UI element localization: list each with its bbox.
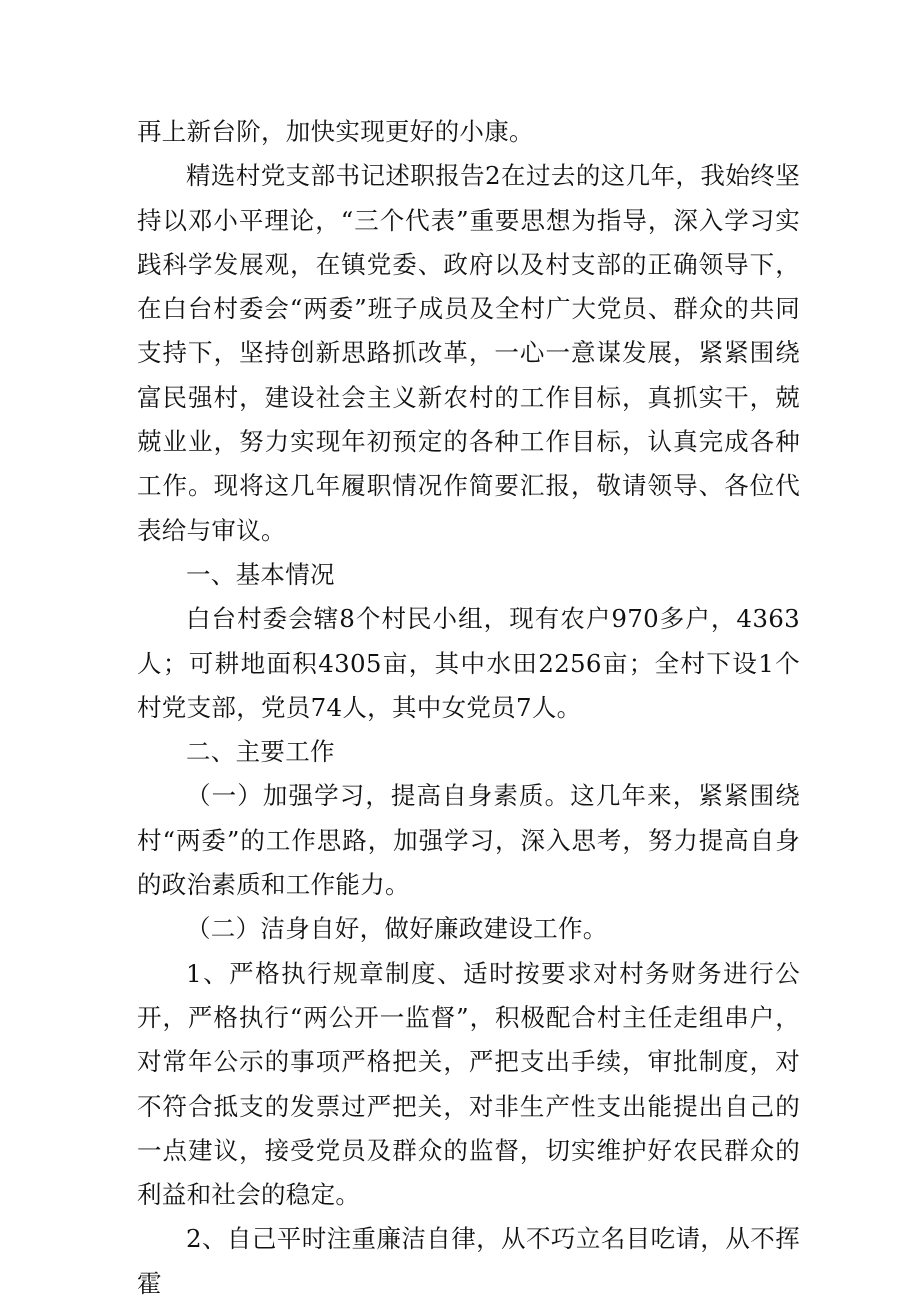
paragraph-study: （一）加强学习，提高自身素质。这几年来，紧紧围绕村“两委”的工作思路，加强学习，深入思考，努力提高自身的政治素质和工作能力。 xyxy=(137,781,800,900)
section-heading-main-work: 二、主要工作 xyxy=(186,737,335,767)
paragraph-continuation: 再上新台阶，加快实现更好的小康。 xyxy=(137,117,534,146)
paragraph-report-intro: 精选村党支部书记述职报告2在过去的这几年，我始终坚持以邓小平理论，“三个代表”重要思想为指导，深入学习实践科学发展观，在镇党委、政府以及村支部的正确领导下，在白台村委会“两委”班子成员及全村广大党员、群众的共同支持下，坚持创新思路抓改革，一心一意谋发展，紧紧围绕富民强村，建设社会主义新农村的工作目标，真抓实干，兢兢业业，努力实现年初预定的各种工作目标，认真完成各种工作。现将这几年履职情况作简要汇报，敬请领导、各位代表给与审议。 xyxy=(137,161,800,545)
paragraph-basic-situation: 白台村委会辖8个村民小组，现有农户970多户，4363人；可耕地面积4305亩，其中水田2256亩；全村下设1个村党支部，党员74人，其中女党员7人。 xyxy=(137,604,800,722)
document-body xyxy=(137,110,800,1306)
paragraph-item-2: 2、自己平时注重廉洁自律，从不巧立名目吃请，从不挥霍 xyxy=(137,1224,800,1298)
paragraph-item-1: 1、严格执行规章制度、适时按要求对村务财务进行公开，严格执行“两公开一监督”，积极配合村主任走组串户，对常年公示的事项严格把关，严把支出手续，审批制度，对不符合抵支的发票过严把关，对非生产性支出能提出自己的一点建议，接受党员及群众的监督，切实维护好农民群众的利益和社会的稳定。 xyxy=(137,958,800,1210)
subheading-integrity: （二）洁身自好，做好廉政建设工作。 xyxy=(186,914,608,944)
section-heading-basic-situation: 一、基本情况 xyxy=(186,559,335,589)
